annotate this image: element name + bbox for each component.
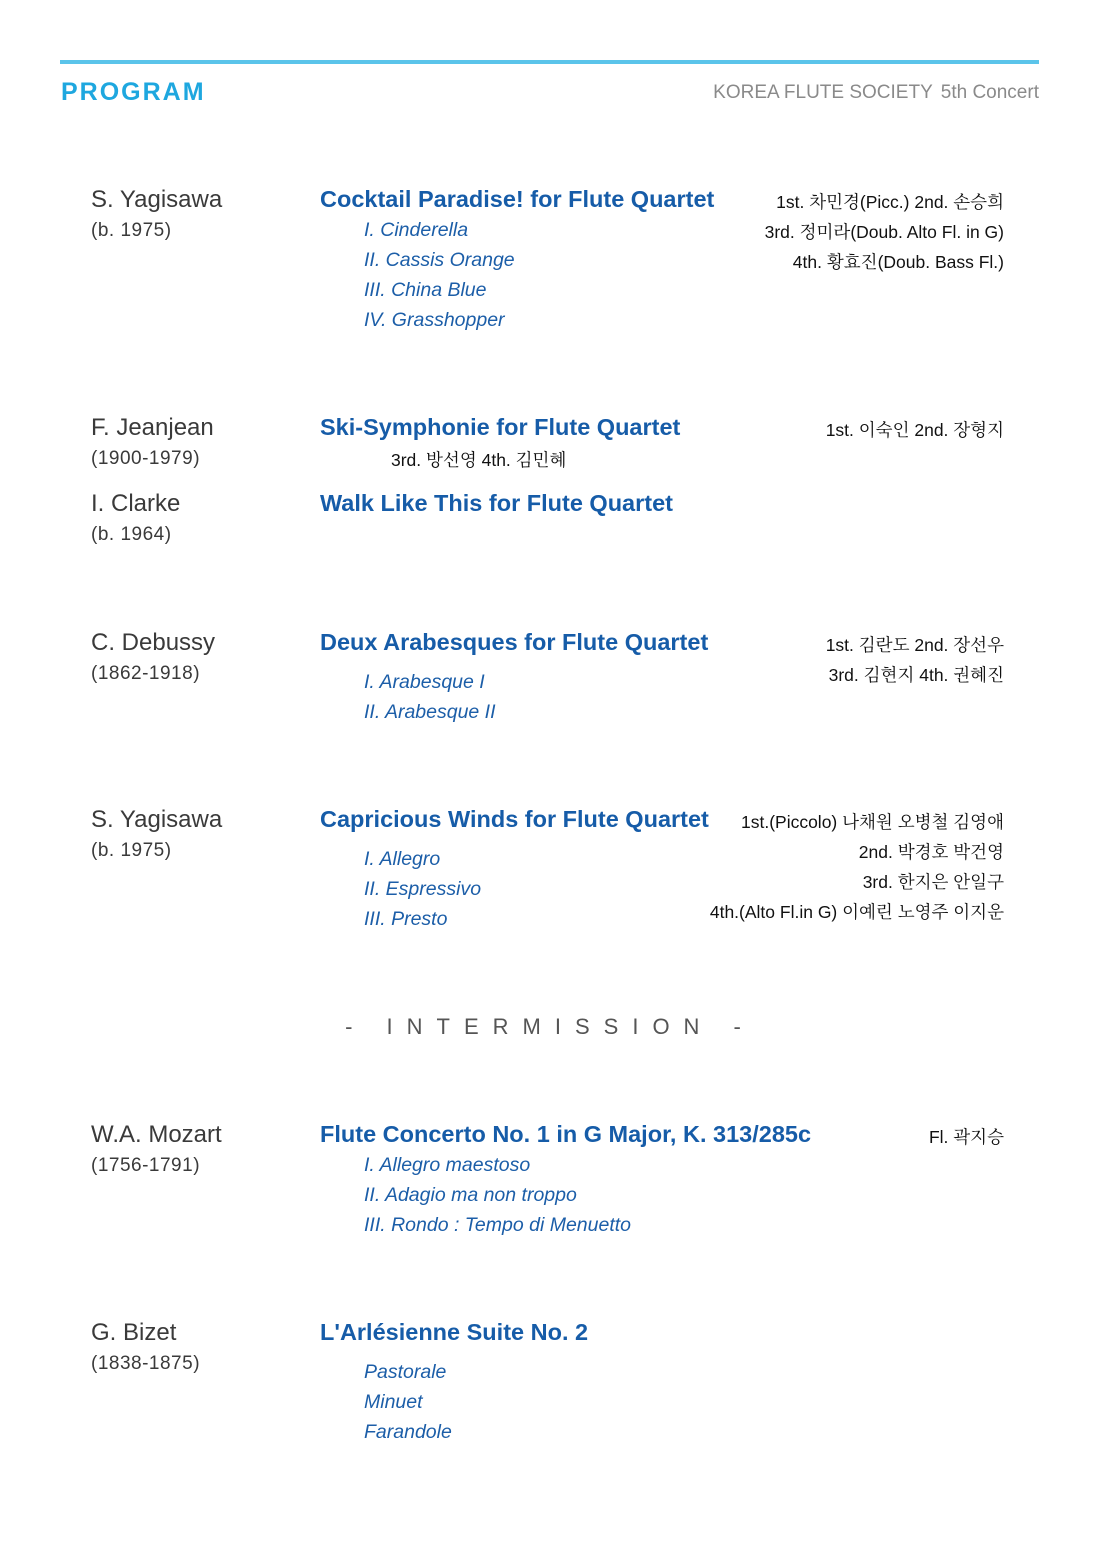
movement-list (364, 1357, 452, 1447)
composer-block (91, 490, 180, 547)
performer-line: 3rd. 김현지 4th. 권혜진 (828, 665, 1004, 685)
composer-dates: (b. 1975) (91, 220, 172, 241)
performer-list (826, 630, 1004, 690)
piece-title: Flute Concerto No. 1 in G Major, K. 313/285c (320, 1121, 812, 1147)
movement: Minuet (364, 1391, 423, 1413)
piece-title: Cocktail Paradise! for Flute Quartet (320, 186, 715, 212)
performer-line: 3rd. 방선영 4th. 김민혜 (391, 450, 567, 470)
composer-block (91, 629, 215, 686)
performer-list (826, 415, 1004, 445)
composer-dates: (1900-1979) (91, 448, 201, 469)
piece-title: Walk Like This for Flute Quartet (320, 490, 673, 516)
composer-dates: (1756-1791) (91, 1155, 201, 1176)
composer-name: F. Jeanjean (91, 414, 214, 441)
concert-label (713, 82, 1039, 104)
composer-dates: (1838-1875) (91, 1353, 201, 1374)
top-rule (60, 60, 1039, 64)
composer-name: G. Bizet (91, 1319, 177, 1346)
composer-dates: (1862-1918) (91, 663, 201, 684)
piece-title: Deux Arabesques for Flute Quartet (320, 629, 709, 655)
performer-line: 4th. 황효진(Doub. Bass Fl.) (792, 252, 1004, 272)
movement: III. Rondo : Tempo di Menuetto (364, 1214, 632, 1236)
composer-block (91, 806, 222, 863)
movement: Pastorale (364, 1361, 447, 1383)
performer-line: Fl. 곽지승 (928, 1127, 1004, 1147)
movement: II. Arabesque II (364, 701, 496, 723)
composer-dates: (b. 1975) (91, 840, 172, 861)
performer-line: 2nd. 박경호 박건영 (858, 842, 1004, 862)
performer-line: 4th.(Alto Fl.in G) 이예린 노영주 이지운 (709, 902, 1004, 922)
movement-list (364, 1150, 631, 1240)
composer-block (91, 1121, 222, 1178)
composer-block (91, 414, 214, 471)
movement: IV. Grasshopper (364, 309, 505, 331)
intermission-divider: - INTERMISSION - (345, 1014, 755, 1039)
performer-line: 3rd. 한지은 안일구 (862, 872, 1004, 892)
piece-title: Ski-Symphonie for Flute Quartet (320, 414, 681, 440)
movement-list (364, 844, 481, 934)
performer-line: 3rd. 정미라(Doub. Alto Fl. in G) (764, 222, 1004, 242)
piece-title: Capricious Winds for Flute Quartet (320, 806, 709, 832)
movement: I. Allegro maestoso (364, 1154, 531, 1176)
performer-line: 1st. 차민경(Picc.) 2nd. 손승희 (776, 192, 1004, 212)
composer-dates: (b. 1964) (91, 524, 172, 545)
movement-list (364, 667, 496, 727)
piece-title: L'Arlésienne Suite No. 2 (320, 1319, 589, 1345)
performer-list (765, 187, 1004, 277)
movement: II. Cassis Orange (364, 249, 515, 271)
composer-name: S. Yagisawa (91, 806, 223, 833)
composer-name: W.A. Mozart (91, 1121, 222, 1148)
movement: II. Adagio ma non troppo (364, 1184, 577, 1206)
performer-list (929, 1122, 1004, 1152)
composer-block (91, 186, 222, 243)
performer-line: 1st.(Piccolo) 나채원 오병철 김영애 (740, 812, 1004, 832)
performer-line: 1st. 이숙인 2nd. 장형지 (825, 420, 1004, 440)
movement: II. Espressivo (364, 878, 482, 900)
movement: III. China Blue (364, 279, 487, 301)
composer-block (91, 1319, 200, 1376)
movement: III. Presto (364, 908, 448, 930)
movement: I. Allegro (364, 848, 441, 870)
composer-name: C. Debussy (91, 629, 216, 656)
movement-list (364, 215, 515, 335)
performer-line: 1st. 김란도 2nd. 장선우 (825, 635, 1004, 655)
movement: Farandole (364, 1421, 452, 1443)
movement: I. Arabesque I (364, 671, 485, 693)
composer-name: I. Clarke (91, 490, 181, 517)
movement: I. Cinderella (364, 219, 469, 241)
performer-list (710, 807, 1004, 927)
composer-name: S. Yagisawa (91, 186, 223, 213)
concert-number: 5th Concert (940, 82, 1039, 103)
society-name: KOREA FLUTE SOCIETY (713, 82, 933, 103)
program-heading: PROGRAM (61, 78, 206, 106)
